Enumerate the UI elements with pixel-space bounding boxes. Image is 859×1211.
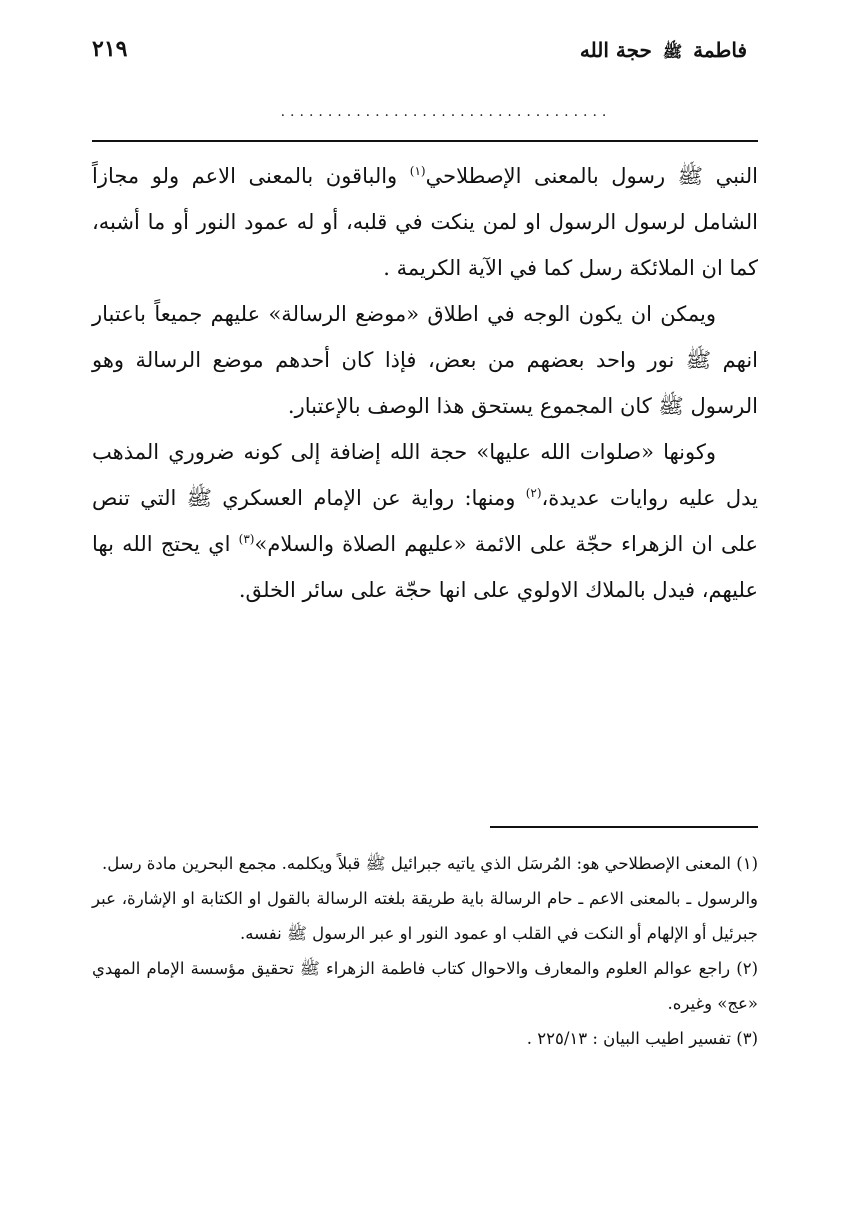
footnote-ref-3: (٣)	[238, 532, 255, 546]
dotted-separator: ...................................	[280, 104, 612, 120]
paragraph-1: النبي ﷺ رسول بالمعنى الإصطلاحي$^{(١)}$ والباقون بالمعنى الاعم ولو مجازاً الشامل لرسول الرسول او لمن ينكت في قلبه، أو له عمود النور أو ما أشبه، كما ان الملائكة رسل كما في الآية الكريمة .	[92, 164, 758, 280]
page-number: ٢١٩	[92, 36, 128, 62]
footnote-1-continued: والرسول ـ بالمعنى الاعم ـ حام الرسالة باية طريقة بلغته الرسالة بالقول او الكتابة او الإشارة، عبر جبرئيل أو الإلهام أو النكت في القلب او عمود النور او عبر الرسول ﷺ نفسه.	[92, 889, 758, 943]
footnote-1: (١) المعنى الإصطلاحي هو: المُرسَل الذي ياتيه جبرائيل ﷺ قبلاً ويكلمه. مجمع البحرين مادة رسل.	[102, 854, 758, 873]
paragraph-2: ويمكن ان يكون الوجه في اطلاق «موضع الرسالة» عليهم جميعاً باعتبار انهم ﷺ نور واحد بعضهم من بعض، فإذا كان أحدهم موضع الرسالة وهو الرسول ﷺ كان المجموع يستحق هذا الوصف بالإعتبار.	[92, 302, 758, 418]
paragraph-3: وكونها «صلوات الله عليها» حجة الله إضافة إلى كونه ضروري المذهب يدل عليه روايات عديدة،$^{(٢)}$ ومنها: رواية عن الإمام العسكري ﷺ التي تنص على ان الزهراء حجّة على الائمة «عليهم الصلاة والسلام»$^{(٣)}$ اي يحتج الله بها عليهم، فيدل بالملاك الاولوي على انها حجّة على سائر الخلق.	[92, 440, 758, 602]
footnote-ref-1: (١)	[409, 164, 426, 178]
footnote-ref-2: (٢)	[525, 486, 542, 500]
footnote-rule	[490, 826, 758, 828]
honorific-seal-icon: ﷺ	[662, 42, 683, 61]
footnote-3: (٣) تفسير اطيب البيان : ٢٢٥/١٣ .	[526, 1029, 758, 1048]
header-title-word2: حجة الله	[579, 38, 652, 62]
running-header-title	[580, 38, 747, 65]
header-rule	[92, 140, 758, 142]
header-title-word1: فاطمة	[693, 38, 747, 62]
footnote-2: (٢) راجع عوالم العلوم والمعارف والاحوال كتاب فاطمة الزهراء ﷺ تحقيق مؤسسة الإمام المهدي «عج» وغيره.	[92, 959, 758, 1013]
footnotes	[92, 846, 758, 1056]
main-text	[92, 153, 758, 613]
